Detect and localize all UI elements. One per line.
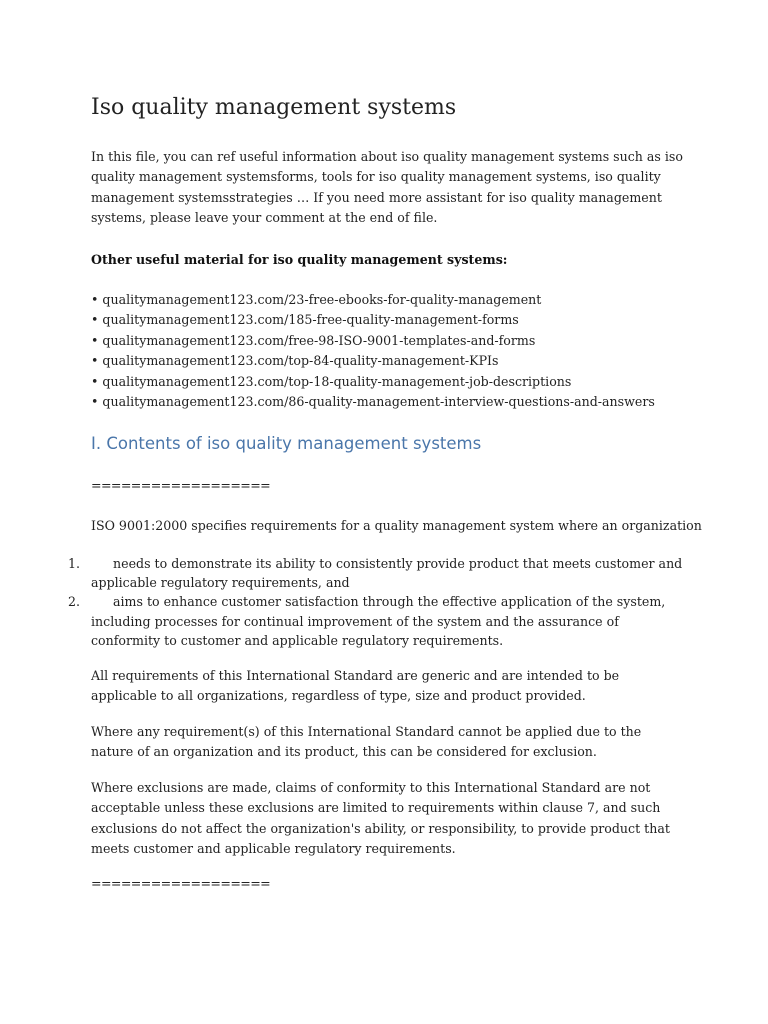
exclusion-paragraph: Where any requirement(s) of this International Standard cannot be applied due to the nature of an organization and its product, this can be considered for exclusion. [91, 724, 642, 760]
resource-link[interactable]: • qualitymanagement123.com/top-18-quality-management-job-descriptions [91, 373, 572, 389]
resource-link[interactable]: • qualitymanagement123.com/185-free-quality-management-forms [91, 312, 519, 328]
generic-requirements-paragraph: All requirements of this International Standard are generic and are intended to be applicable to all organizations, regardless of type, size and product provided. [91, 668, 620, 704]
separator-line: ================== [91, 478, 271, 493]
separator-line: ================== [91, 876, 271, 891]
other-material-heading: Other useful material for iso quality management systems: [91, 252, 508, 267]
list-item-text: needs to demonstrate its ability to consistently provide product that meets customer and applicable regulatory requirements, and [91, 556, 683, 591]
resource-link[interactable]: • qualitymanagement123.com/free-98-ISO-9001-templates-and-forms [91, 332, 536, 348]
requirements-list [0, 554, 683, 650]
document-title: Iso quality management systems [91, 95, 457, 120]
resource-link-list [91, 290, 655, 412]
section-heading: I. Contents of iso quality management systems [91, 434, 482, 453]
list-item [0, 554, 683, 592]
list-item-number: 2. [68, 594, 81, 610]
resource-link[interactable]: • qualitymanagement123.com/86-quality-management-interview-questions-and-answers [91, 394, 655, 410]
list-item-text: aims to enhance customer satisfaction through the effective application of the system, including processes for continual improvement of the system and the assurance of conformity to customer and applicable regulatory requirements. [91, 594, 666, 648]
exclusions-conformity-paragraph: Where exclusions are made, claims of conformity to this International Standard are not acceptable unless these exclusions are limited to requirements within clause 7, and such exclusions do not affect the organization's ability, or responsibility, to provide product that meets customer and applicable regulatory requirements. [91, 780, 670, 857]
list-item-number: 1. [68, 556, 81, 571]
resource-link[interactable]: • qualitymanagement123.com/23-free-ebooks-for-quality-management [91, 292, 542, 307]
intro-paragraph: In this file, you can ref useful information about iso quality management systems such as iso quality management systemsforms, tools for iso quality management systems, iso quality management systemsstrategies … If you need more assistant for iso quality management systems, please leave your comment at the end of file. [91, 149, 683, 226]
requirements-intro: ISO 9001:2000 specifies requirements for a quality management system where an organization [91, 518, 702, 533]
resource-link[interactable]: • qualitymanagement123.com/top-84-quality-management-KPIs [91, 353, 499, 369]
list-item [0, 592, 683, 650]
